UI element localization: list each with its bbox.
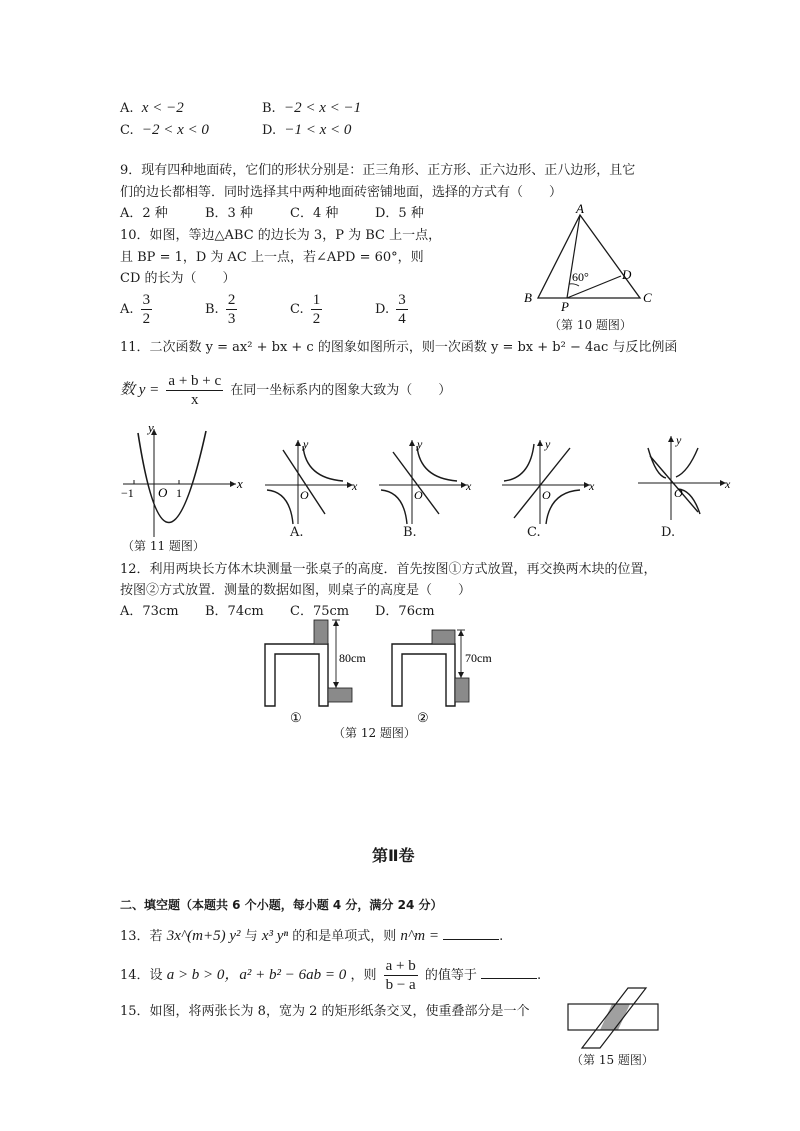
q9-option-d: D．5 种	[375, 206, 424, 221]
q11-option-b-graph	[377, 438, 477, 528]
q10-option-a: A. $\frac{3}{2}$	[120, 292, 151, 327]
q13-expr2: x³ yⁿ	[261, 928, 289, 944]
svg-text:y: y	[545, 437, 551, 451]
q12-option-d: D．76cm	[375, 604, 435, 619]
q10-line1: 10．如图，等边△ABC 的边长为 3，P 为 BC 上一点，	[120, 228, 442, 243]
q12-fig2-measure: 70cm	[465, 651, 492, 665]
q12-fig1-label: ①	[290, 710, 302, 725]
q10-label-d: D	[622, 267, 632, 282]
q9-option-a: A．2 种	[120, 206, 168, 221]
q12-figure-caption: （第 12 题图）	[333, 726, 416, 740]
q12-table-figure-2	[389, 618, 499, 733]
q11-option-a: A.	[290, 525, 304, 540]
section-heading: 二、填空题（本题共 6 个小题，每小题 4 分，满分 24 分）	[120, 898, 443, 912]
section-title: 第Ⅱ卷	[372, 846, 415, 865]
q9-option-b: B．3 种	[205, 206, 253, 221]
q10-label-a: A	[576, 201, 584, 216]
svg-text:x: x	[589, 479, 595, 493]
q12-option-b: B．74cm	[205, 604, 264, 619]
q11-option-c-graph	[500, 438, 600, 528]
q11-line2: 数 y = $\frac{a + b + c}{x}$ 在同一坐标系内的图象大致为（ ）	[120, 373, 452, 408]
q14-condition: a > b > 0，a² + b² − 6ab = 0	[166, 967, 347, 983]
q10-figure-caption: （第 10 题图）	[549, 318, 632, 332]
q11-option-a-graph	[263, 438, 363, 528]
q11-option-d-graph	[636, 434, 736, 524]
q10-option-b: B. $\frac{2}{3}$	[205, 292, 236, 327]
q10-line2: 且 BP = 1，D 为 AC 上一点，若∠APD = 60°，则	[120, 250, 424, 265]
q12-option-a: A．73cm	[120, 604, 179, 619]
q15-figure-caption: （第 15 题图）	[571, 1053, 654, 1067]
q14-line: 14．设 a > b > 0，a² + b² − 6ab = 0 ，则 $\frac{a + b}{b - a}$ 的值等于 .	[120, 958, 542, 993]
q11-tick-1: 1	[176, 486, 182, 500]
q11-option-c: C.	[527, 525, 541, 540]
svg-text:x: x	[466, 479, 472, 493]
svg-text:y: y	[676, 433, 682, 447]
q10-line3: CD 的长为（ ）	[120, 271, 236, 286]
svg-text:O: O	[414, 488, 423, 502]
q12-line1: 12．利用两块长方体木块测量一张桌子的高度．首先按图①方式放置，再交换两木块的位置，	[120, 562, 657, 577]
q13-answer-blank	[443, 927, 499, 940]
q15-line1: 15．如图，将两张长为 8，宽为 2 的矩形纸条交叉，使重叠部分是一个	[120, 1004, 530, 1019]
q11-tick-neg1: −1	[121, 486, 134, 500]
q10-option-d: D. $\frac{3}{4}$	[375, 292, 406, 327]
q12-fig1-measure: 80cm	[339, 651, 366, 665]
q10-label-b: B	[524, 290, 532, 305]
svg-text:x: x	[352, 479, 358, 493]
q12-table-figure-1	[262, 618, 372, 733]
q10-triangle-figure	[520, 201, 660, 315]
svg-text:x: x	[725, 477, 731, 491]
q12-fig2-label: ②	[417, 710, 429, 725]
q8-option-c: C. −2 < x < 0	[120, 122, 209, 138]
q10-label-angle: 60°	[572, 270, 589, 284]
q10-option-c: C. $\frac{1}{2}$	[290, 292, 321, 327]
q11-parabola-figure	[118, 420, 248, 540]
svg-text:y: y	[303, 437, 309, 451]
q13-expr1: 3x^(m+5) y²	[166, 928, 241, 944]
svg-text:O: O	[542, 488, 551, 502]
q9-option-c: C．4 种	[290, 206, 339, 221]
q8-option-a: A. x < −2	[120, 100, 184, 116]
q13-line: 13．若 3x^(m+5) y² 与 x³ yⁿ 的和是单项式，则 n^m = .	[120, 928, 504, 944]
q11-figure-caption: （第 11 题图）	[122, 539, 205, 553]
q9-line1: 9．现有四种地面砖，它们的形状分别是：正三角形、正方形、正六边形、正八边形，且它	[120, 163, 636, 178]
q13-expr3: n^m =	[400, 928, 439, 944]
q11-axis-x: x	[237, 476, 243, 491]
q10-label-c: C	[643, 290, 652, 305]
q11-origin: O	[158, 485, 168, 500]
q11-option-d: D.	[661, 525, 676, 540]
svg-text:O: O	[300, 488, 309, 502]
q8-option-b: B. −2 < x < −1	[262, 100, 362, 116]
q11-line1: 11．二次函数 y = ax² + bx + c 的图象如图所示，则一次函数 y = bx + b² − 4ac 与反比例函	[120, 340, 678, 355]
q15-strips-figure	[566, 996, 662, 1056]
svg-text:O: O	[674, 486, 683, 500]
q8-option-d: D. −1 < x < 0	[262, 122, 352, 138]
q12-line2: 按图②方式放置．测量的数据如图，则桌子的高度是（ ）	[120, 583, 472, 598]
q12-option-c: C．75cm	[290, 604, 350, 619]
q11-option-b: B.	[403, 525, 417, 540]
svg-text:y: y	[417, 437, 423, 451]
q14-answer-blank	[481, 966, 537, 979]
q9-line2: 们的边长都相等．同时选择其中两种地面砖密铺地面，选择的方式有（ ）	[120, 185, 563, 200]
q11-axis-y: y	[148, 420, 154, 435]
q10-label-p: P	[561, 299, 569, 314]
